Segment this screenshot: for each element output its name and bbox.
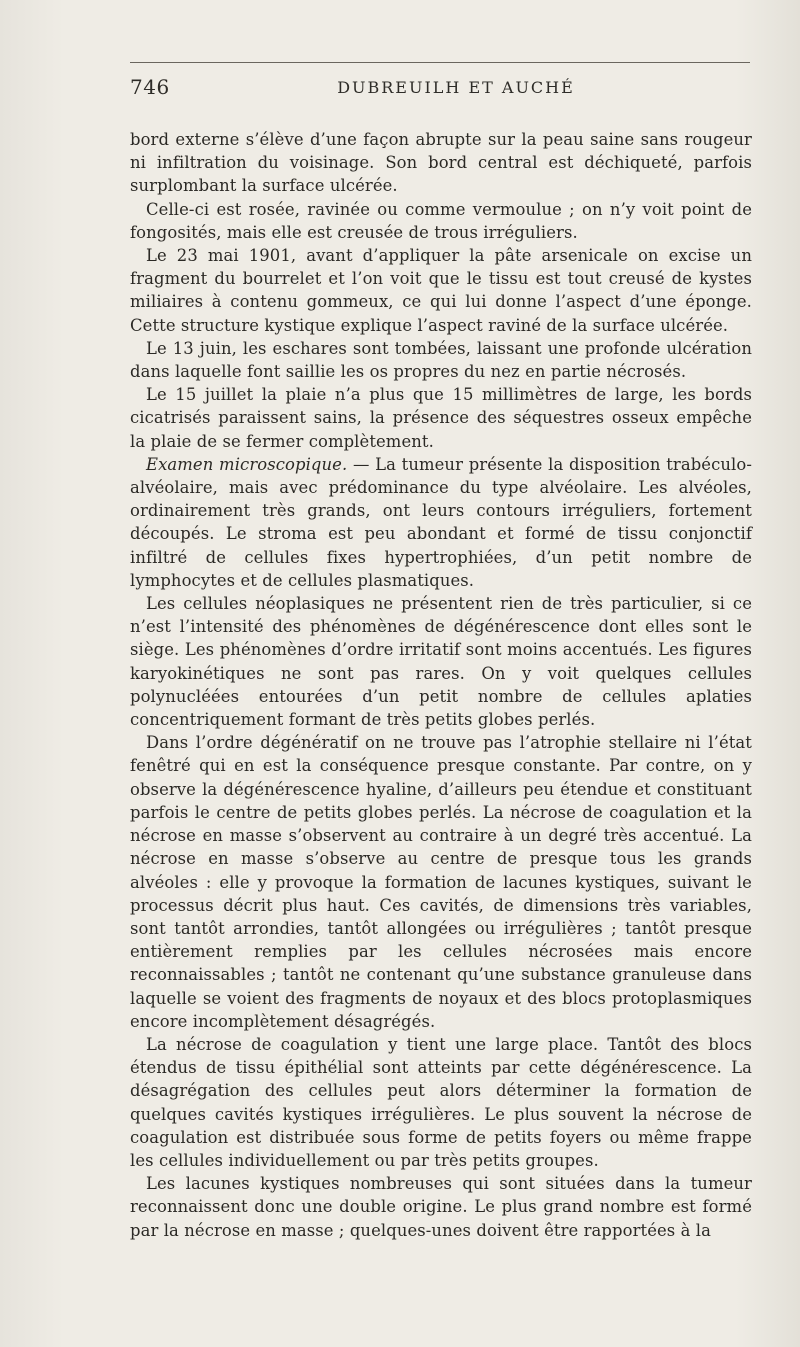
paragraph: Le 13 juin, les eschares sont tombées, laissant une profonde ulcération dans laquelle font saillie les os propres du nez en partie nécrosés. [130, 338, 752, 382]
paragraph: La nécrose de coagulation y tient une large place. Tantôt des blocs étendus de tissu épithélial sont atteints par cette dégénérescence. La désagrégation des cellules peut alors déterminer la formation de quelques cavités kystiques irrégulières. Le plus souvent la nécrose de coagulation est distribuée sous forme de petits foyers ou même frappe les cellules individuellement ou par très petits groupes. [130, 1034, 752, 1170]
paragraph: Dans l’ordre dégénératif on ne trouve pas l’atrophie stellaire ni l’état fenêtré qui en est la conséquence presque constante. Par contre, on y observe la dégénérescence hyaline, d’ailleurs peu étendue et constituant parfois le centre de petits globes perlés. La nécrose de coagulation et la nécrose en masse s’observent au contraire à un degré très accentué. La nécrose en masse s’observe au centre de presque tous les grands alvéoles : elle y provoque la formation de lacunes kystiques, suivant le processus décrit plus haut. Ces cavités, de dimensions très variables, sont tantôt arrondies, tantôt allongées ou irrégulières ; tantôt presque entièrement remplies par les cellules nécrosées mais encore reconnaissables ; tantôt ne contenant qu’une substance granuleuse dans laquelle se voient des fragments de noyaux et des blocs protoplasmiques encore incomplètement désagrégés. [130, 733, 752, 1031]
paragraph: Le 23 mai 1901, avant d’appliquer la pâte arsenicale on excise un fragment du bourrelet et l’on voit que le tissu est tout creusé de kystes miliaires à contenu gommeux, ce qui lui donne l’aspect d’une éponge. Cette structure kystique explique l’aspect raviné de la surface ulcérée. [130, 246, 752, 335]
body-text [130, 128, 752, 1242]
section-heading-italic: Examen microscopique. [146, 454, 348, 474]
paragraph: Examen microscopique. — La tumeur présente la disposition trabéculo-alvéolaire, mais avec prédominance du type alvéolaire. Les alvéoles, ordinairement très grands, ont leurs contours irréguliers, fortement découpés. Le stroma est peu abondant et formé de tissu conjonctif infiltré de cellules fixes hypertrophiées, d’un petit nombre de lymphocytes et de cellules plasmatiques. [130, 454, 752, 590]
paragraph: Celle-ci est rosée, ravinée ou comme vermoulue ; on n’y voit point de fongosités, mais elle est creusée de trous irréguliers. [130, 199, 752, 242]
page-number: 746 [130, 75, 170, 99]
paragraph: Les lacunes kystiques nombreuses qui sont situées dans la tumeur reconnaissent donc une double origine. Le plus grand nombre est formé par la nécrose en masse ; quelques-unes doivent être rapportées à la [130, 1174, 752, 1240]
page-header [130, 75, 752, 105]
running-head: DUBREUILH ET AUCHÉ [337, 78, 575, 97]
paragraph: Les cellules néoplasiques ne présentent rien de très particulier, si ce n’est l’intensité des phénomènes de dégénérescence dont elles sont le siège. Les phénomènes d’ordre irritatif sont moins accentués. Les figures karyokinétiques ne sont pas rares. On y voit quelques cellules polynucléées entourées d’un petit nombre de cellules aplaties concentriquement formant de très petits globes perlés. [130, 594, 752, 730]
paragraph: bord externe s’élève d’une façon abrupte sur la peau saine sans rougeur ni infiltration du voisinage. Son bord central est déchiqueté, parfois surplombant la surface ulcérée. [130, 130, 752, 196]
paragraph: Le 15 juillet la plaie n’a plus que 15 millimètres de large, les bords cicatrisés paraissent sains, la présence des séquestres osseux empêche la plaie de se fermer complètement. [130, 385, 752, 451]
header-rule [130, 62, 750, 63]
